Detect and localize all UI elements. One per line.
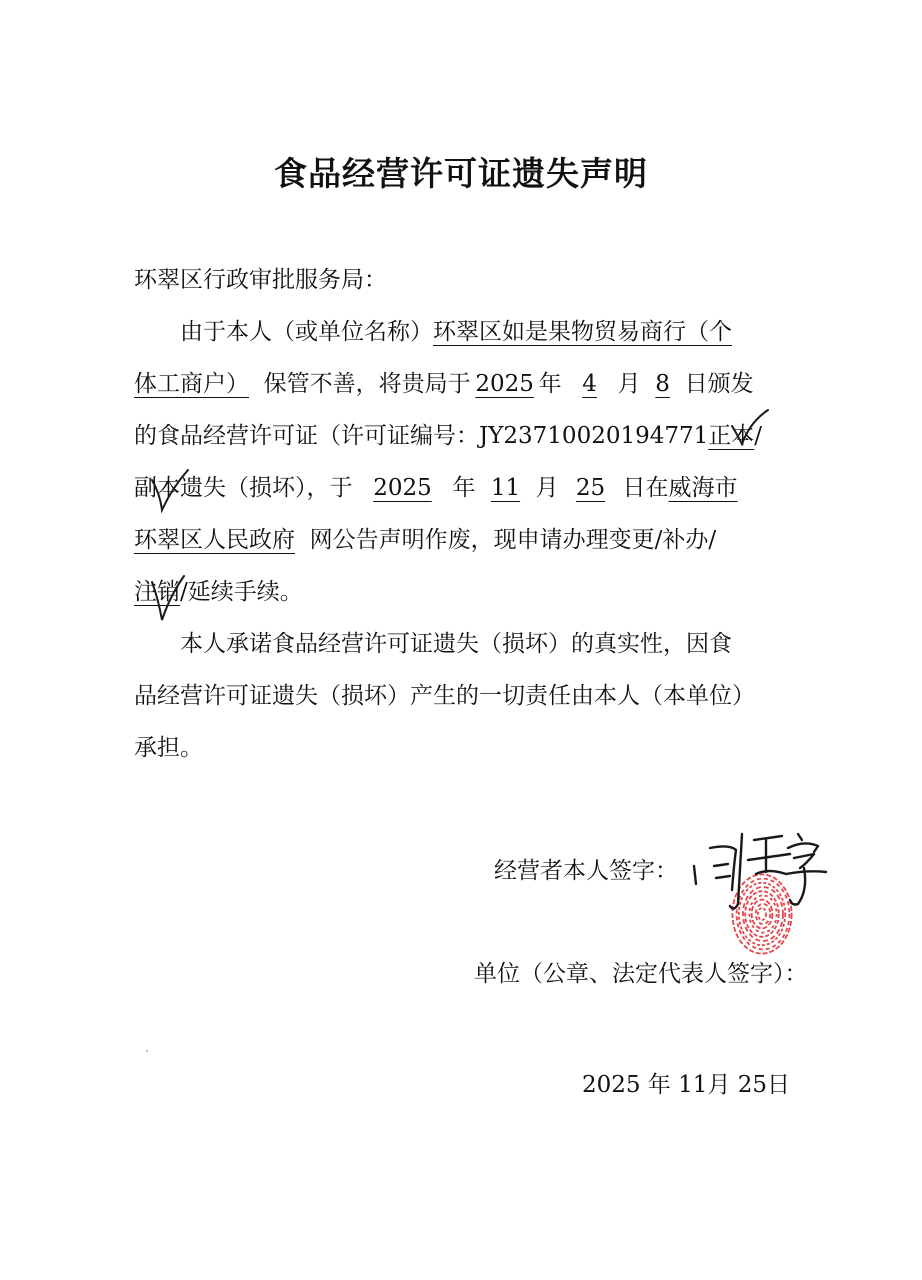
scan-speck (146, 1050, 148, 1052)
text-segment: 由于本人（或单位名称） (180, 319, 433, 345)
checkmark-icon (148, 572, 188, 624)
date-year-unit: 年 (647, 1072, 671, 1098)
text-segment: 的食品经营许可证（许可证编号： (134, 423, 479, 449)
fingerprint-ridge (758, 908, 766, 920)
text-segment: 月 (535, 475, 559, 501)
signing-date (582, 1066, 790, 1099)
checkmark-icon (728, 406, 772, 450)
document-title: 食品经营许可证遗失声明 (274, 154, 648, 193)
date-day-unit: 日 (767, 1072, 791, 1098)
issue-day: 8 (655, 371, 670, 397)
addressee: 环翠区行政审批服务局： (134, 267, 387, 293)
text-segment: 日颁发 (684, 371, 754, 397)
date-year: 2025 (582, 1072, 641, 1098)
license-number: JY23710020194771 (479, 423, 709, 449)
p2-line-3: 承担。 (134, 735, 203, 761)
text-segment: 年 (538, 371, 562, 397)
issue-month: 4 (582, 371, 597, 397)
handwritten-signature (686, 820, 836, 960)
p1-line-5 (134, 514, 814, 566)
p1-line-2 (134, 358, 814, 410)
fingerprint-mark (732, 874, 791, 953)
publication-month: 11 (490, 475, 521, 501)
business-name-part2: 体工商户） (134, 371, 249, 397)
text-segment: /延续手续。 (180, 579, 303, 605)
text-segment: 遗失（损坏），于 (180, 475, 353, 501)
p2-line-2: 品经营许可证遗失（损坏）产生的一切责任由本人（本单位） (134, 683, 755, 709)
original-copy-option: 正本 (708, 423, 755, 449)
declaration-body (134, 254, 814, 774)
text-segment: 保管不善，将贵局于 (263, 371, 471, 397)
text-segment: / (754, 423, 763, 449)
p1-line-4 (134, 462, 814, 514)
checkmark-icon (148, 466, 192, 514)
publication-media-part1: 威海市 (668, 475, 738, 501)
text-segment: 日在 (622, 475, 669, 501)
text-segment: 年 (452, 475, 476, 501)
p1-line-6 (134, 566, 814, 618)
unit-seal-label: 单位（公章、法定代表人签字）： (474, 961, 808, 987)
p2-line-1: 本人承诺食品经营许可证遗失（损坏）的真实性，因食 (180, 631, 732, 657)
text-segment: 月 (617, 371, 641, 397)
date-month-unit: 月 (707, 1072, 731, 1098)
date-day: 25 (737, 1072, 768, 1098)
business-name-part1: 环翠区如是果物贸易商行（个 (433, 319, 732, 345)
issue-year: 2025 (475, 371, 534, 397)
p1-line-1 (134, 306, 814, 358)
p1-line-3 (134, 410, 814, 462)
operator-signature-label: 经营者本人签字： (494, 858, 678, 884)
publication-year: 2025 (373, 475, 432, 501)
duplicate-copy-option: 副本 (134, 475, 180, 501)
publication-media-part2: 环翠区人民政府 (134, 527, 295, 553)
text-segment: 网公告声明作废，现申请办理变更/补办/ (309, 527, 717, 553)
date-month: 11 (678, 1072, 708, 1098)
publication-day: 25 (575, 475, 606, 501)
cancel-option: 注销 (134, 579, 180, 605)
